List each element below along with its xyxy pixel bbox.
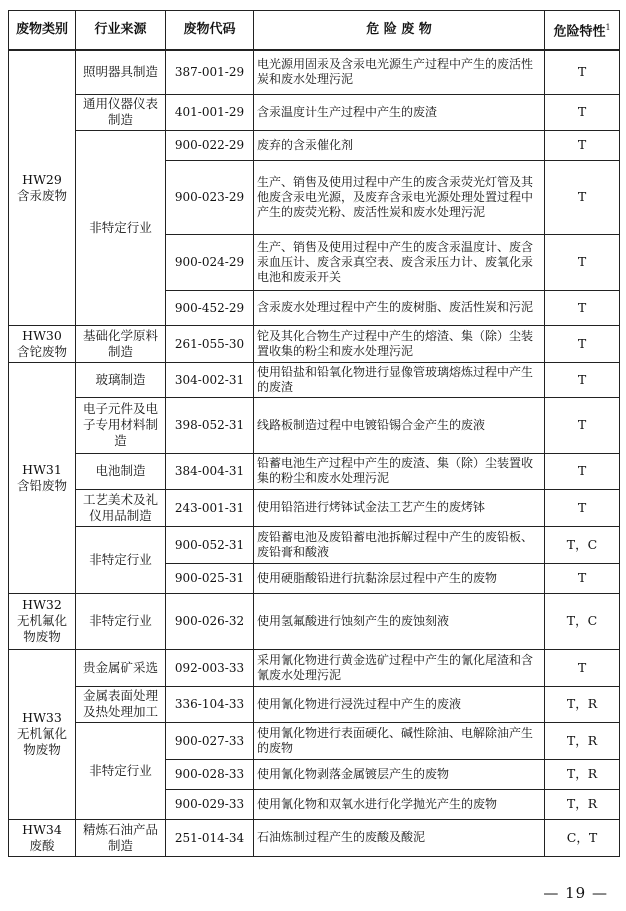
waste-cell: 使用氰化物进行浸洗过程中产生的废液 bbox=[254, 686, 545, 722]
waste-cell: 使用硬脂酸铅进行抗黏涂层过程中产生的废物 bbox=[254, 563, 545, 593]
property-cell: T，C bbox=[545, 593, 620, 649]
source-cell: 照明器具制造 bbox=[76, 50, 166, 94]
table-row bbox=[9, 649, 620, 686]
category-hw29: HW29 含汞废物 bbox=[9, 50, 76, 325]
property-cell: T bbox=[545, 130, 620, 160]
footnote-marker: 1 bbox=[605, 22, 611, 32]
table-row bbox=[9, 686, 620, 722]
code-cell: 261-055-30 bbox=[166, 325, 254, 362]
waste-cell: 采用氰化物进行黄金选矿过程中产生的氰化尾渣和含氰废水处理污泥 bbox=[254, 649, 545, 686]
property-cell: T，R bbox=[545, 759, 620, 789]
table-row bbox=[9, 819, 620, 856]
property-cell: T bbox=[545, 453, 620, 489]
property-cell: T bbox=[545, 290, 620, 325]
code-cell: 900-022-29 bbox=[166, 130, 254, 160]
waste-cell: 含汞温度计生产过程中产生的废渣 bbox=[254, 94, 545, 130]
code-cell: 900-052-31 bbox=[166, 526, 254, 563]
property-cell: T，C bbox=[545, 526, 620, 563]
property-cell: T bbox=[545, 362, 620, 397]
code-cell: 398-052-31 bbox=[166, 397, 254, 453]
page-number: — 19 — bbox=[543, 884, 608, 902]
waste-cell: 废铅蓄电池及废铅蓄电池拆解过程中产生的废铅板、废铅膏和酸液 bbox=[254, 526, 545, 563]
waste-cell: 线路板制造过程中电镀铅锡合金产生的废液 bbox=[254, 397, 545, 453]
category-hw33: HW33 无机氰化物废物 bbox=[9, 649, 76, 819]
source-cell: 非特定行业 bbox=[76, 593, 166, 649]
hazardous-waste-table bbox=[8, 10, 620, 857]
header-source: 行业来源 bbox=[76, 11, 166, 51]
code-cell: 336-104-33 bbox=[166, 686, 254, 722]
header-category: 废物类别 bbox=[9, 11, 76, 51]
table-row bbox=[9, 453, 620, 489]
waste-cell: 使用氰化物和双氧水进行化学抛光产生的废物 bbox=[254, 789, 545, 819]
code-cell: 384-004-31 bbox=[166, 453, 254, 489]
table-row bbox=[9, 397, 620, 453]
waste-cell: 使用氰化物进行表面硬化、碱性除油、电解除油产生的废物 bbox=[254, 722, 545, 759]
table-row bbox=[9, 593, 620, 649]
category-hw32: HW32 无机氟化物废物 bbox=[9, 593, 76, 649]
waste-cell: 铅蓄电池生产过程中产生的废渣、集（除）尘装置收集的粉尘和废水处理污泥 bbox=[254, 453, 545, 489]
table-row bbox=[9, 526, 620, 563]
source-cell: 电子元件及电子专用材料制造 bbox=[76, 397, 166, 453]
code-cell: 900-028-33 bbox=[166, 759, 254, 789]
waste-cell: 电光源用固汞及含汞电光源生产过程中产生的废活性炭和废水处理污泥 bbox=[254, 50, 545, 94]
code-cell: 900-027-33 bbox=[166, 722, 254, 759]
category-hw30: HW30 含铊废物 bbox=[9, 325, 76, 362]
header-row bbox=[9, 11, 620, 51]
code-cell: 900-024-29 bbox=[166, 234, 254, 290]
source-cell: 工艺美术及礼仪用品制造 bbox=[76, 489, 166, 526]
source-cell: 玻璃制造 bbox=[76, 362, 166, 397]
waste-cell: 铊及其化合物生产过程中产生的熔渣、集（除）尘装置收集的粉尘和废水处理污泥 bbox=[254, 325, 545, 362]
property-cell: T bbox=[545, 50, 620, 94]
waste-cell: 石油炼制过程产生的废酸及酸泥 bbox=[254, 819, 545, 856]
source-cell: 非特定行业 bbox=[76, 526, 166, 593]
source-cell: 非特定行业 bbox=[76, 130, 166, 325]
property-cell: T bbox=[545, 397, 620, 453]
table-row bbox=[9, 722, 620, 759]
waste-cell: 使用铅盐和铅氧化物进行显像管玻璃熔炼过程中产生的废渣 bbox=[254, 362, 545, 397]
table-row bbox=[9, 362, 620, 397]
table-row bbox=[9, 325, 620, 362]
property-cell: T bbox=[545, 160, 620, 234]
category-hw31: HW31 含铅废物 bbox=[9, 362, 76, 593]
code-cell: 900-026-32 bbox=[166, 593, 254, 649]
source-cell: 基础化学原料制造 bbox=[76, 325, 166, 362]
code-cell: 900-025-31 bbox=[166, 563, 254, 593]
property-cell: T bbox=[545, 94, 620, 130]
source-cell: 通用仪器仪表制造 bbox=[76, 94, 166, 130]
property-cell: T，R bbox=[545, 789, 620, 819]
code-cell: 243-001-31 bbox=[166, 489, 254, 526]
source-cell: 非特定行业 bbox=[76, 722, 166, 819]
code-cell: 092-003-33 bbox=[166, 649, 254, 686]
property-cell: C，T bbox=[545, 819, 620, 856]
code-cell: 251-014-34 bbox=[166, 819, 254, 856]
source-cell: 电池制造 bbox=[76, 453, 166, 489]
header-waste: 危 险 废 物 bbox=[254, 11, 545, 51]
source-cell: 贵金属矿采选 bbox=[76, 649, 166, 686]
waste-cell: 使用铅箔进行烤钵试金法工艺产生的废烤钵 bbox=[254, 489, 545, 526]
waste-cell: 废弃的含汞催化剂 bbox=[254, 130, 545, 160]
property-cell: T，R bbox=[545, 686, 620, 722]
source-cell: 精炼石油产品制造 bbox=[76, 819, 166, 856]
table-row bbox=[9, 489, 620, 526]
property-cell: T，R bbox=[545, 722, 620, 759]
source-cell: 金属表面处理及热处理加工 bbox=[76, 686, 166, 722]
property-cell: T bbox=[545, 649, 620, 686]
code-cell: 401-001-29 bbox=[166, 94, 254, 130]
table-body bbox=[9, 50, 620, 856]
header-property: 危险特性$^1$ bbox=[545, 11, 620, 51]
code-cell: 900-023-29 bbox=[166, 160, 254, 234]
code-cell: 387-001-29 bbox=[166, 50, 254, 94]
waste-cell: 使用氰化物剥落金属镀层产生的废物 bbox=[254, 759, 545, 789]
waste-cell: 生产、销售及使用过程中产生的废含汞荧光灯管及其他废含汞电光源，及废弃含汞电光源处理处置过程中产生的废荧光粉、废活性炭和废水处理污泥 bbox=[254, 160, 545, 234]
waste-cell: 含汞废水处理过程中产生的废树脂、废活性炭和污泥 bbox=[254, 290, 545, 325]
code-cell: 304-002-31 bbox=[166, 362, 254, 397]
property-cell: T bbox=[545, 325, 620, 362]
property-cell: T bbox=[545, 489, 620, 526]
waste-cell: 生产、销售及使用过程中产生的废含汞温度计、废含汞血压计、废含汞真空表、废含汞压力计、废氧化汞电池和废汞开关 bbox=[254, 234, 545, 290]
table-row bbox=[9, 50, 620, 94]
property-cell: T bbox=[545, 234, 620, 290]
property-cell: T bbox=[545, 563, 620, 593]
table-row bbox=[9, 94, 620, 130]
header-code: 废物代码 bbox=[166, 11, 254, 51]
category-hw34: HW34 废酸 bbox=[9, 819, 76, 856]
table-row bbox=[9, 130, 620, 160]
code-cell: 900-452-29 bbox=[166, 290, 254, 325]
waste-cell: 使用氢氟酸进行蚀刻产生的废蚀刻液 bbox=[254, 593, 545, 649]
code-cell: 900-029-33 bbox=[166, 789, 254, 819]
table-header bbox=[9, 11, 620, 51]
